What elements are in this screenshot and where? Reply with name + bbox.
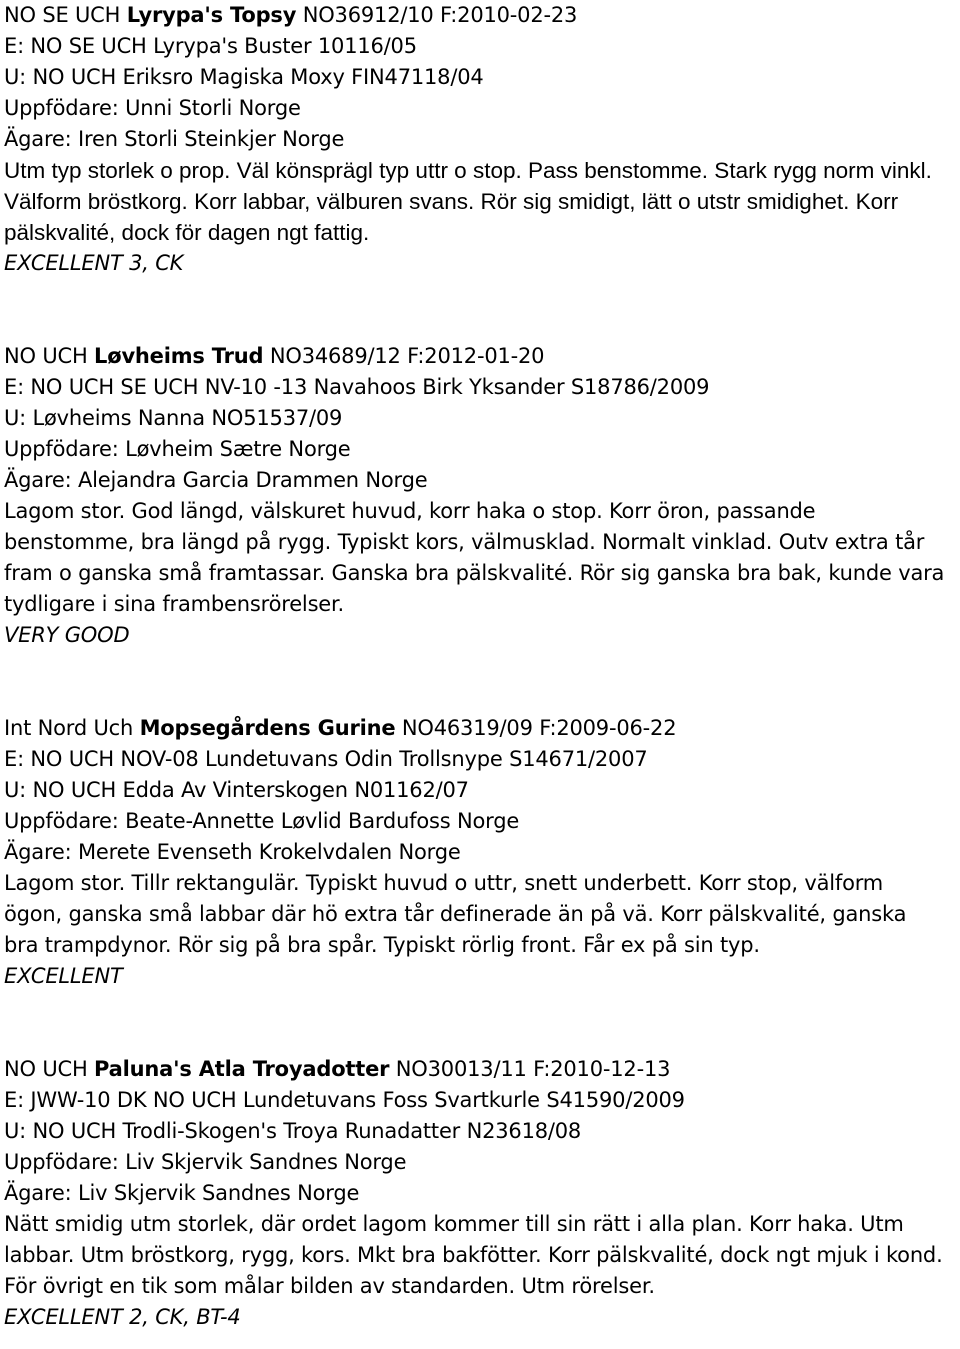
dog-mother: U: Løvheims Nanna NO51537/09 bbox=[4, 406, 343, 430]
dog-critique: Utm typ storlek o prop. Väl könsprägl typ uttr o stop. Pass benstomme. Stark rygg norm vinkl. Välform bröstkorg. Korr labbar, välburen svans. Rör sig smidigt, lätt o utstr smidighet. Korr pälskvalité, dock för dagen ngt fattig. bbox=[4, 158, 932, 245]
dog-owner: Ägare: Iren Storli Steinkjer Norge bbox=[4, 127, 345, 151]
dog-heading bbox=[4, 713, 960, 744]
dog-title-prefix: NO UCH bbox=[4, 344, 88, 368]
dog-critique: Nätt smidig utm storlek, där ordet lagom kommer till sin rätt i alla plan. Korr haka. Utm labbar. Utm bröstkorg, rygg, kors. Mkt bra bakfötter. Korr pälskvalité, dock ngt mjuk i kond. För övrigt en tik som målar bilden av standarden. Utm rörelser. bbox=[4, 1212, 943, 1298]
dog-mother: U: NO UCH Edda Av Vinterskogen N01162/07 bbox=[4, 778, 469, 802]
dog-entry bbox=[4, 0, 960, 279]
dog-registration: NO36912/10 F:2010-02-23 bbox=[302, 3, 578, 27]
dog-critique: Lagom stor. God längd, välskuret huvud, korr haka o stop. Korr öron, passande benstomme, bra längd på rygg. Typiskt kors, välmusklad. Normalt vinklad. Outv extra tår fram o ganska små framtassar. Ganska bra pälskvalité. Rör sig ganska bra bak, kunde vara tydligare i sina frambensrörelser. bbox=[4, 499, 945, 616]
dog-father: E: NO UCH SE UCH NV-10 -13 Navahoos Birk Yksander S18786/2009 bbox=[4, 375, 710, 399]
dog-title-prefix: Int Nord Uch bbox=[4, 716, 134, 740]
dog-entry bbox=[4, 1054, 960, 1333]
dog-title-prefix: NO UCH bbox=[4, 1057, 88, 1081]
dog-entry bbox=[4, 341, 960, 651]
dog-owner: Ägare: Merete Evenseth Krokelvdalen Norge bbox=[4, 840, 461, 864]
dog-breeder: Uppfödare: Beate-Annette Løvlid Bardufoss Norge bbox=[4, 809, 520, 833]
dog-breeder: Uppfödare: Løvheim Sætre Norge bbox=[4, 437, 351, 461]
dog-registration: NO34689/12 F:2012-01-20 bbox=[269, 344, 545, 368]
dog-name: Mopsegårdens Gurine bbox=[139, 716, 396, 740]
dog-father: E: JWW-10 DK NO UCH Lundetuvans Foss Svartkurle S41590/2009 bbox=[4, 1088, 685, 1112]
dog-father: E: NO UCH NOV-08 Lundetuvans Odin Trollsnype S14671/2007 bbox=[4, 747, 648, 771]
dog-registration: NO30013/11 F:2010-12-13 bbox=[395, 1057, 671, 1081]
dog-breeder: Uppfödare: Liv Skjervik Sandnes Norge bbox=[4, 1150, 407, 1174]
dog-entry bbox=[4, 713, 960, 992]
dog-owner: Ägare: Alejandra Garcia Drammen Norge bbox=[4, 468, 428, 492]
dog-heading bbox=[4, 0, 960, 31]
dog-heading bbox=[4, 341, 960, 372]
dog-title-prefix: NO SE UCH bbox=[4, 3, 121, 27]
dog-name: Paluna's Atla Troyadotter bbox=[94, 1057, 390, 1081]
dog-registration: NO46319/09 F:2009-06-22 bbox=[401, 716, 677, 740]
dog-result: EXCELLENT 3, CK bbox=[4, 251, 184, 275]
dog-critique: Lagom stor. Tillr rektangulär. Typiskt huvud o uttr, snett underbett. Korr stop, välform ögon, ganska små labbar där hö extra tår definerade än på vä. Korr pälskvalité, ganska bra trampdynor. Rör sig på bra spår. Typiskt rörlig front. Får ex på sin typ. bbox=[4, 871, 907, 957]
dog-name: Lyrypa's Topsy bbox=[126, 3, 297, 27]
dog-father: E: NO SE UCH Lyrypa's Buster 10116/05 bbox=[4, 34, 417, 58]
dog-owner: Ägare: Liv Skjervik Sandnes Norge bbox=[4, 1181, 360, 1205]
dog-breeder: Uppfödare: Unni Storli Norge bbox=[4, 96, 301, 120]
dog-result: EXCELLENT 2, CK, BT-4 bbox=[4, 1305, 241, 1329]
dog-result: VERY GOOD bbox=[4, 623, 130, 647]
dog-mother: U: NO UCH Trodli-Skogen's Troya Runadatter N23618/08 bbox=[4, 1119, 582, 1143]
dog-result: EXCELLENT bbox=[4, 964, 123, 988]
dog-mother: U: NO UCH Eriksro Magiska Moxy FIN47118/04 bbox=[4, 65, 484, 89]
dog-heading bbox=[4, 1054, 960, 1085]
dog-name: Løvheims Trud bbox=[94, 344, 264, 368]
